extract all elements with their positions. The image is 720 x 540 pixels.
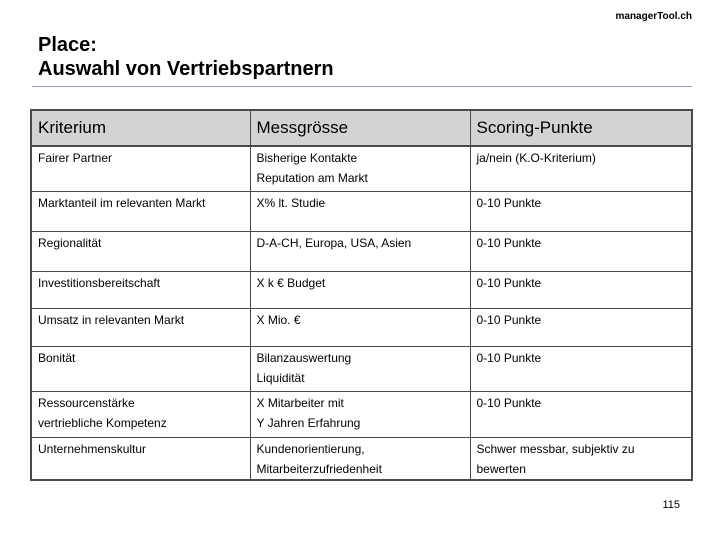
table-row	[31, 308, 692, 346]
cell-scoring	[470, 437, 692, 480]
header-scoring-punkte: Scoring-Punkte	[470, 110, 692, 146]
cell-text: Ressourcenstärke	[38, 395, 135, 410]
page-number: 115	[662, 499, 680, 511]
cell-text: Marktanteil im relevanten Markt	[38, 195, 206, 210]
slide-title-line-2: Auswahl von Vertriebspartnern	[38, 58, 334, 80]
cell-messgroesse	[250, 231, 470, 271]
header-kriterium: Kriterium	[31, 110, 250, 146]
cell-text: Bilanzauswertung	[256, 350, 352, 365]
table-row	[31, 146, 692, 191]
table-row	[31, 346, 692, 391]
cell-messgroesse	[250, 146, 470, 191]
cell-scoring	[470, 271, 692, 308]
table-row	[31, 271, 692, 308]
cell-text: Kundenorientierung,	[256, 441, 365, 456]
cell-text: bewerten	[476, 461, 526, 476]
cell-text: Schwer messbar, subjektiv zu	[476, 441, 635, 456]
cell-text: Unternehmenskultur	[38, 441, 147, 456]
cell-text: X Mio. €	[256, 312, 301, 327]
cell-text: ja/nein (K.O-Kriterium)	[476, 151, 596, 165]
cell-text: X k € Budget	[256, 275, 326, 290]
cell-messgroesse	[250, 308, 470, 346]
cell-scoring	[470, 191, 692, 231]
cell-messgroesse	[250, 346, 470, 391]
cell-kriterium	[31, 231, 250, 271]
table-row	[31, 391, 692, 437]
cell-text: 0-10 Punkte	[476, 195, 542, 210]
cell-text: Fairer Partner	[38, 151, 113, 165]
slide-title-line-1: Place:	[38, 34, 97, 56]
cell-messgroesse	[250, 191, 470, 231]
cell-text: X Mitarbeiter mit	[256, 395, 344, 410]
cell-text: Reputation am Markt	[256, 171, 368, 185]
table-row	[31, 437, 692, 480]
cell-text: Bisherige Kontakte	[256, 151, 358, 165]
cell-text: 0-10 Punkte	[476, 312, 542, 327]
cell-text: D-A-CH, Europa, USA, Asien	[256, 235, 412, 250]
cell-kriterium	[31, 191, 250, 231]
cell-scoring	[470, 146, 692, 191]
header-messgroesse: Messgrösse	[250, 110, 470, 146]
cell-scoring	[470, 308, 692, 346]
table-row	[31, 191, 692, 231]
criteria-table	[30, 109, 693, 481]
slide-title	[38, 33, 334, 81]
cell-kriterium	[31, 271, 250, 308]
cell-kriterium	[31, 146, 250, 191]
cell-kriterium	[31, 308, 250, 346]
table-row	[31, 231, 692, 271]
cell-text: 0-10 Punkte	[476, 275, 542, 290]
cell-kriterium	[31, 391, 250, 437]
cell-messgroesse	[250, 437, 470, 480]
cell-text: Umsatz in relevanten Markt	[38, 312, 185, 327]
cell-scoring	[470, 346, 692, 391]
cell-text: Mitarbeiterzufriedenheit	[256, 461, 382, 476]
cell-text: vertriebliche Kompetenz	[38, 415, 167, 430]
cell-text: Investitionsbereitschaft	[38, 275, 161, 290]
cell-text: Y Jahren Erfahrung	[256, 415, 361, 430]
cell-text: 0-10 Punkte	[476, 395, 542, 410]
cell-text: Liquidität	[256, 370, 305, 385]
brand-logo-text: managerTool.ch	[615, 11, 692, 22]
cell-text: Regionalität	[38, 235, 102, 250]
cell-scoring	[470, 391, 692, 437]
cell-kriterium	[31, 346, 250, 391]
cell-text: 0-10 Punkte	[476, 235, 542, 250]
cell-messgroesse	[250, 271, 470, 308]
title-divider	[32, 86, 692, 87]
table-header-row	[31, 110, 692, 146]
cell-text: X% lt. Studie	[256, 195, 326, 210]
cell-text: Bonität	[38, 350, 76, 365]
cell-kriterium	[31, 437, 250, 480]
cell-messgroesse	[250, 391, 470, 437]
cell-text: 0-10 Punkte	[476, 350, 542, 365]
cell-scoring	[470, 231, 692, 271]
